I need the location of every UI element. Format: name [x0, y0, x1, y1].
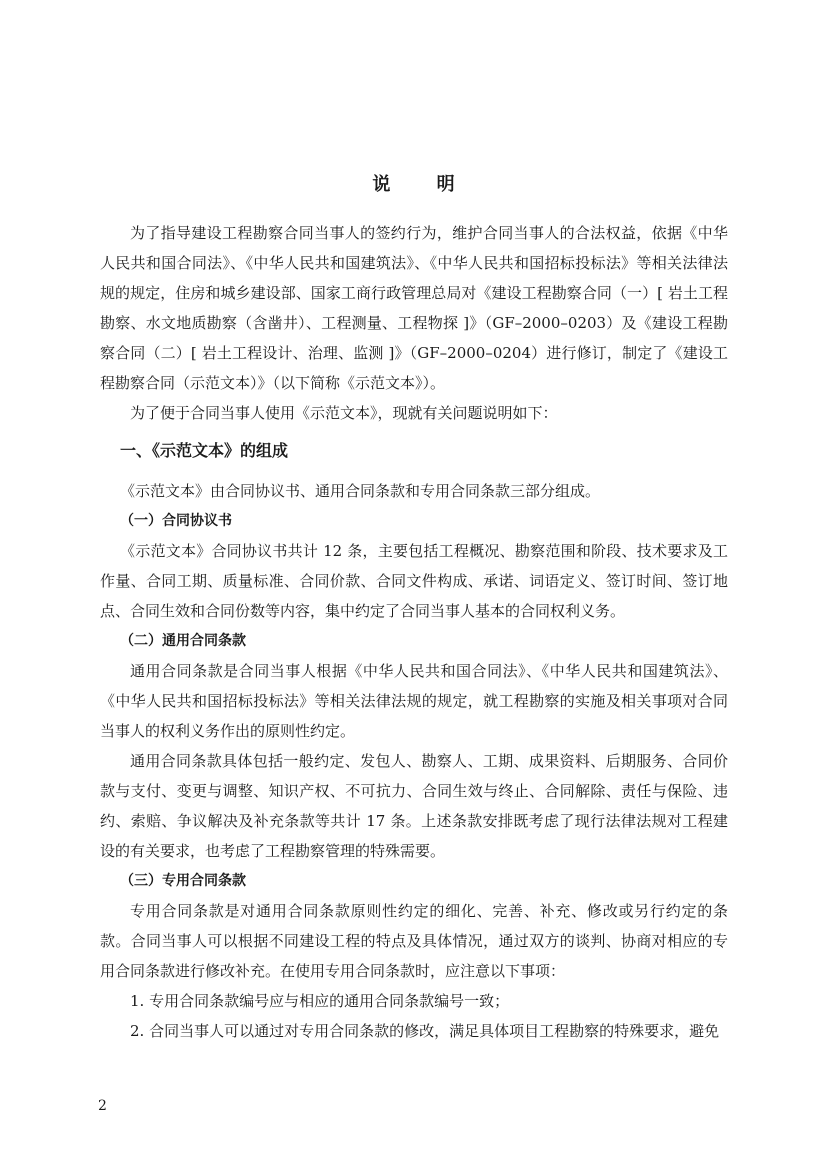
list-item-2: 2. 合同当事人可以通过对专用合同条款的修改，满足具体项目工程勘察的特殊要求，避免 [130, 1022, 720, 1040]
page-title: 说 明 [372, 174, 475, 195]
document-body [100, 218, 728, 1046]
intro-paragraph-1: 为了指导建设工程勘察合同当事人的签约行为，维护合同当事人的合法权益，依据《中华人民共和国合同法》、《中华人民共和国建筑法》、《中华人民共和国招标投标法》等相关法律法规的规定，住房和城乡建设部、国家工商行政管理总局对《建设工程勘察合同（一）[ 岩土工程勘察、水文地质勘察（含凿井）、工程测量、工程物探 ]》（GF–2000–0203）及《建设工程勘察合同（二）[ 岩土工程设计、治理、监测 ]》（GF–2000–0204）进行修订，制定了《建设工程勘察合同（示范文本）》（以下简称《示范文本》）。 [100, 224, 728, 392]
page-number: 2 [98, 1098, 107, 1114]
section-heading-composition: 一、《示范文本》的组成 [120, 441, 289, 460]
section-lead-paragraph: 《示范文本》由合同协议书、通用合同条款和专用合同条款三部分组成。 [120, 482, 601, 500]
agreement-paragraph: 《示范文本》合同协议书共计 12 条，主要包括工程概况、勘察范围和阶段、技术要求及工作量、合同工期、质量标准、合同价款、合同文件构成、承诺、词语定义、签订时间、签订地点、合同生效和合同份数等内容，集中约定了合同当事人基本的合同权利义务。 [100, 542, 728, 620]
intro-paragraph-2: 为了便于合同当事人使用《示范文本》，现就有关问题说明如下： [130, 404, 558, 422]
subheading-general-terms: （二）通用合同条款 [120, 633, 246, 649]
general-terms-paragraph-2: 通用合同条款具体包括一般约定、发包人、勘察人、工期、成果资料、后期服务、合同价款与支付、变更与调整、知识产权、不可抗力、合同生效与终止、合同解除、责任与保险、违约、索赔、争议解决及补充条款等共计 17 条。上述条款安排既考虑了现行法律法规对工程建设的有关要求，也考虑了工程勘察管理的特殊需要。 [100, 752, 728, 860]
list-item-1: 1. 专用合同条款编号应与相应的通用合同条款编号一致； [130, 992, 510, 1010]
general-terms-paragraph-1: 通用合同条款是合同当事人根据《中华人民共和国合同法》、《中华人民共和国建筑法》、《中华人民共和国招标投标法》等相关法律法规的规定，就工程勘察的实施及相关事项对合同当事人的权利义务作出的原则性约定。 [100, 662, 728, 740]
subheading-agreement: （一）合同协议书 [120, 513, 232, 529]
special-terms-paragraph: 专用合同条款是对通用合同条款原则性约定的细化、完善、补充、修改或另行约定的条款。合同当事人可以根据不同建设工程的特点及具体情况，通过双方的谈判、协商对相应的专用合同条款进行修改补充。在使用专用合同条款时，应注意以下事项： [100, 902, 728, 980]
subheading-special-terms: （三）专用合同条款 [120, 873, 246, 889]
